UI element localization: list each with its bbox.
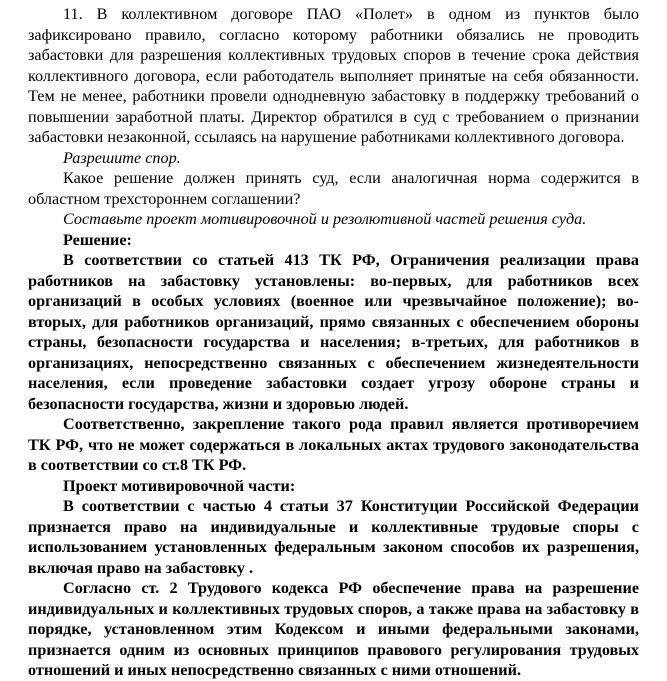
resolve-instruction: Разрешите спор. — [63, 148, 181, 167]
task-paragraph: 11. В коллективном договоре ПАО «Полет» в одном из пунктов было зафиксировано правило, согласно которому работники обязались не проводить забастовки для разрешения коллективных трудовых споров в течение срока действия коллективного договора, если работодатель выполняет принятые на себя обязанности. Тем не менее, работники провели однодневную забастовку в поддержку требований о повышении заработной платы. Директор обратился в суд с требованием о признании забастовки незаконной, ссылаясь на нарушение работниками коллективного договора. — [28, 5, 639, 146]
compose-instruction — [28, 209, 639, 230]
solution-heading: Решение: — [63, 230, 132, 249]
draft-paragraph-1: В соответствии с частью 4 статьи 37 Конституции Российской Федерации признается право на индивидуальные и коллективные трудовые споры с использованием установленных федеральным законом способов их разрешения, включая право на забастовку . — [28, 497, 639, 577]
solution-paragraph-2: Соответственно, закрепление такого рода правил является противоречием ТК РФ, что не может содержаться в локальных актах трудового законодательства в соответствии со ст.8 ТК РФ. — [28, 415, 639, 474]
draft-heading: Проект мотивировочной части: — [63, 476, 296, 495]
solution-paragraph-1: В соответствии со статьей 413 ТК РФ, Ограничения реализации права работников на забастовку установлены: во-первых, для работников всех организаций в особых условиях (военное или чрезвычайное положение); во-вторых, для работников организаций, прямо связанных с обеспечением обороны страны, безопасности государства и населения; в-третьих, для работников в организациях, непосредственно связанных с обеспечением жизнедеятельности населения, если проведение забастовки создает угрозу обороне страны и безопасности государства, жизни и здоровью людей. — [28, 251, 639, 413]
draft-paragraph-2: Согласно ст. 2 Трудового кодекса РФ обеспечение права на разрешение индивидуальных и коллективных трудовых споров, а также права на забастовку в порядке, установленном этим Кодексом и иными федеральными законами, признается одним из основных принципов правового регулирования трудовых отношений и иных непосредственно связанных с ними отношений. — [28, 579, 639, 679]
compose-instruction-text: Составьте проект мотивировочной и резолютивной частей решения суда. — [63, 210, 587, 228]
question-paragraph: Какое решение должен принять суд, если аналогичная норма содержится в областном трехстороннем соглашении? — [28, 169, 639, 208]
